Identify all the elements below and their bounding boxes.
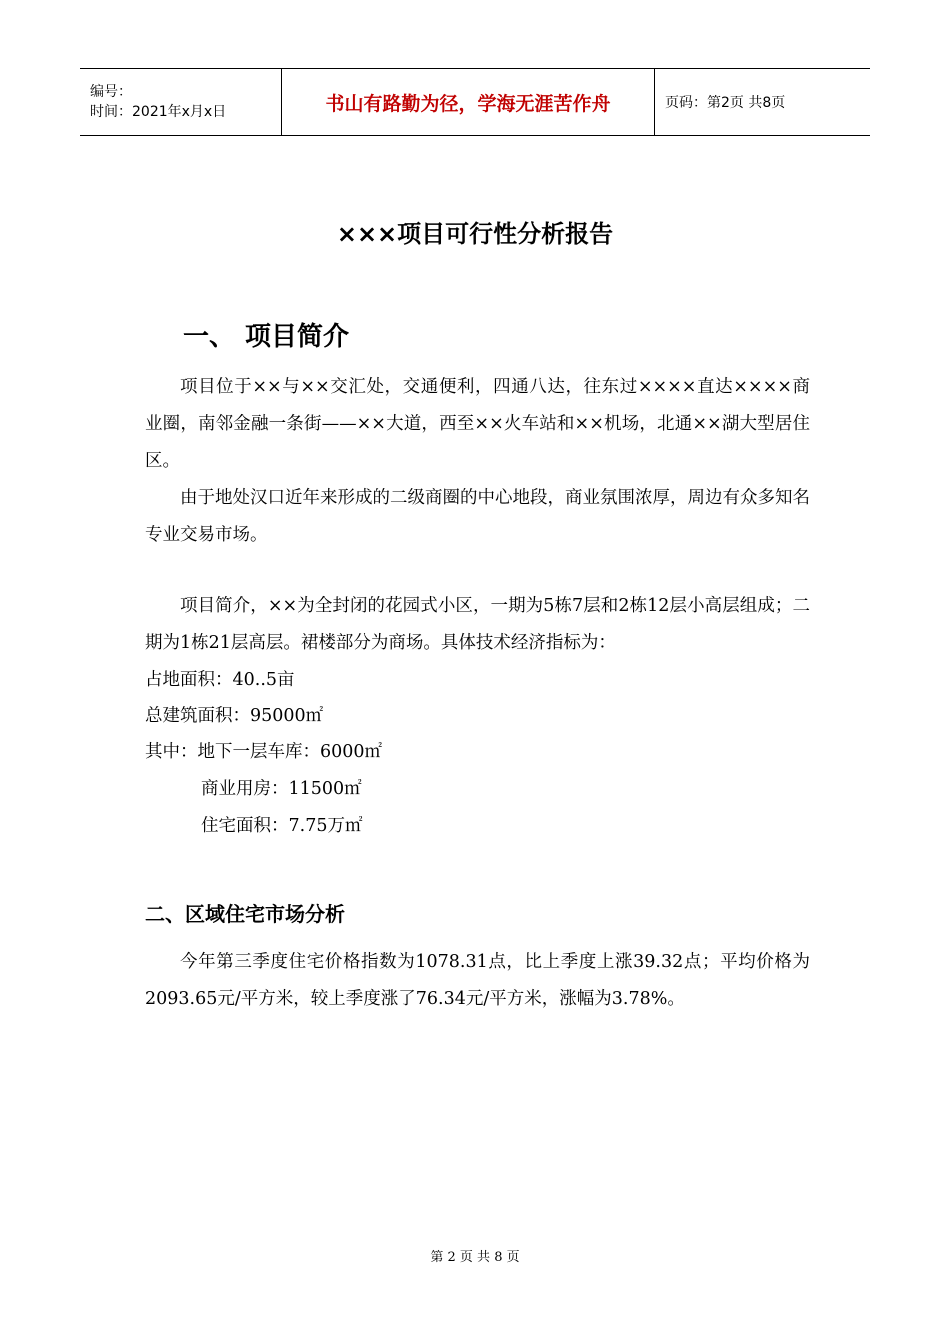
document-header: [80, 68, 870, 136]
section1-paragraph-2: 由于地处汉口近年来形成的二级商圈的中心地段，商业氛围浓厚，周边有众多知名专业交易市场。: [145, 488, 810, 545]
section1-paragraph-3: 项目简介，××为全封闭的花园式小区，一期为5栋7层和2栋12层小高层组成；二期为1栋21层高层。裙楼部分为商场。具体技术经济指标为：: [145, 596, 810, 653]
number-label: 编号：: [90, 84, 132, 100]
document-title: ×××项目可行性分析报告: [336, 220, 614, 248]
commercial-line: 商业用房：11500㎡: [201, 779, 362, 799]
section2-heading: 二、区域住宅市场分析: [145, 902, 345, 926]
section1-number: 一、: [183, 322, 236, 352]
page-footer: 第 2 页 共 8 页: [430, 1250, 520, 1265]
section2-paragraph-1: 今年第三季度住宅价格指数为1078.31点，比上季度上涨39.32点；平均价格为2093.65元/平方米，较上季度涨了76.34元/平方米，涨幅为3.78%。: [145, 952, 810, 1009]
time-label: 时间：2021年x月x日: [90, 104, 227, 120]
residential-line: 住宅面积：7.75万㎡: [201, 816, 363, 836]
section1-heading: [183, 316, 349, 353]
header-page-info: 页码：第2页 共8页: [665, 95, 786, 111]
header-meta: [80, 69, 282, 135]
section1-title: 项目简介: [245, 322, 350, 352]
total-area-line: 总建筑面积：95000㎡: [145, 706, 324, 726]
header-motto: 书山有路勤为径，学海无涯苦作舟: [282, 69, 655, 135]
garage-line: 其中：地下一层车库：6000㎡: [145, 742, 383, 762]
section1-paragraph-1: 项目位于××与××交汇处，交通便利，四通八达，往东过××××直达××××商业圈，南邻金融一条街——××大道，西至××火车站和××机场，北通××湖大型居住区。: [145, 377, 810, 471]
land-area-line: 占地面积：40..5亩: [145, 670, 295, 690]
